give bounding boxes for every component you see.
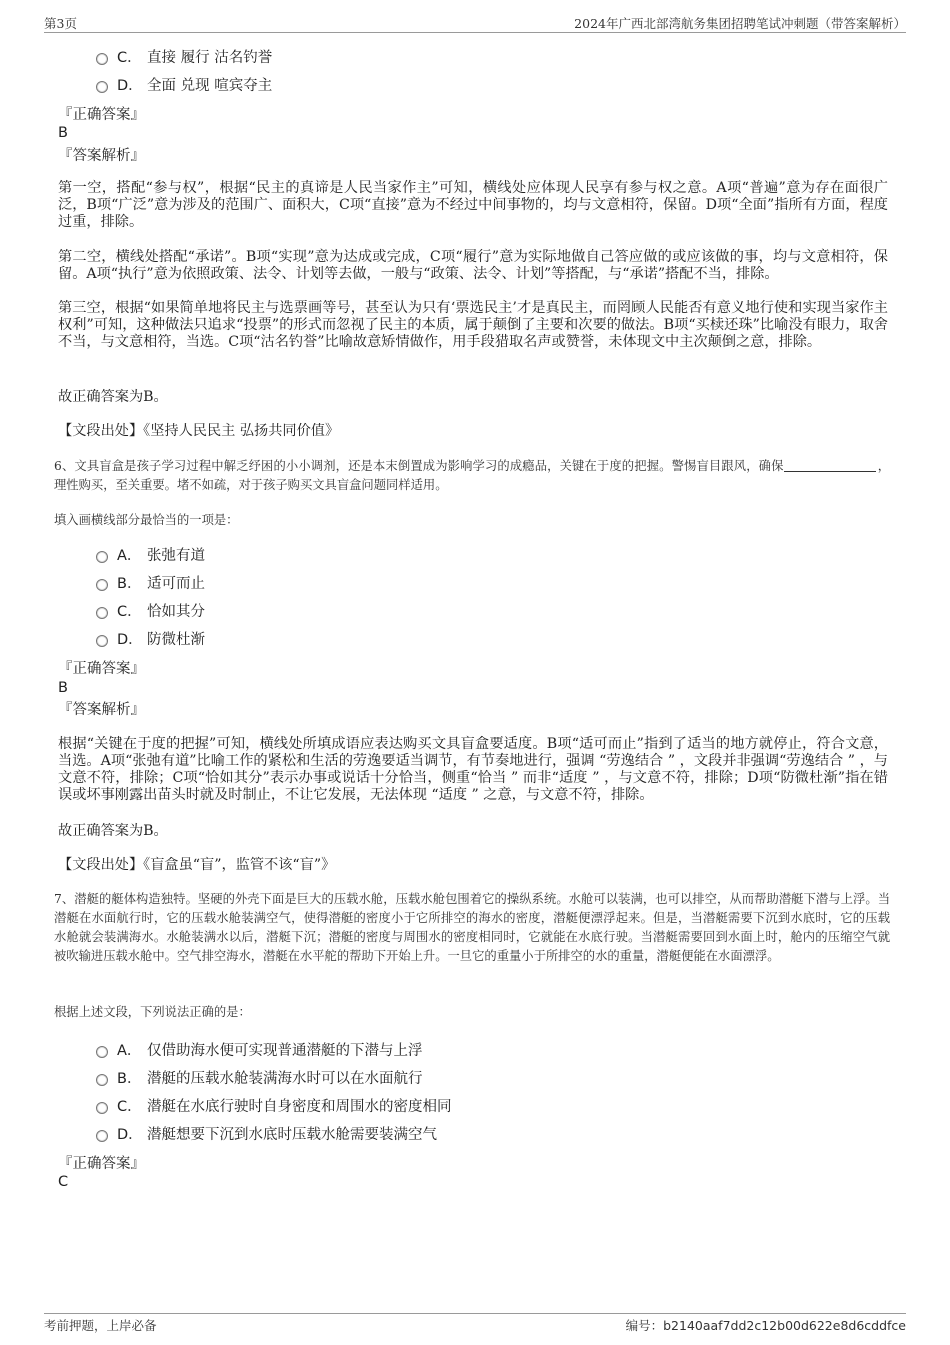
radio-button[interactable]: [96, 1130, 108, 1142]
q6-source: 【文段出处】《盲盒虽“盲”，监管不该“盲”》: [58, 857, 336, 873]
q5-answer-label: 『正确答案』: [58, 107, 145, 123]
q6-option-c[interactable]: C． 恰如其分: [96, 603, 205, 621]
radio-button[interactable]: [96, 1074, 108, 1086]
q6-option-a[interactable]: A． 张弛有道: [96, 547, 205, 565]
q6-conclusion: 故正确答案为B。: [58, 823, 168, 839]
q5-analysis-p1: 第一空，搭配“参与权”，根据“民主的真谛是人民当家作主”可知，横线处应体现人民享有参与权之意。A项“普遍”意为存在面很广泛，B项“广泛”意为涉及的范围广、面积大，C项“直接”意为不经过中间事物的，均与文意相符，保留。D项“全面”指所有方面，程度过重，排除。: [58, 180, 888, 230]
radio-button[interactable]: [96, 81, 108, 93]
radio-button[interactable]: [96, 607, 108, 619]
q6-answer-label: 『正确答案』: [58, 661, 145, 677]
q6-answer: B: [58, 680, 68, 696]
q7-prompt: 根据上述文段，下列说法正确的是：: [54, 1005, 251, 1019]
q5-source: 【文段出处】《坚持人民民主 弘扬共同价值》: [58, 423, 340, 439]
radio-button[interactable]: [96, 53, 108, 65]
page-number: 第3页: [44, 16, 77, 31]
radio-button[interactable]: [96, 551, 108, 563]
q6-option-b[interactable]: B． 适可而止: [96, 575, 205, 593]
q5-conclusion: 故正确答案为B。: [58, 389, 168, 405]
q6-stem: 6、文具盲盒是孩子学习过程中解乏纾困的小小调剂，还是本末倒置成为影响学习的成瘾品，关键在于度的把握。警惕盲目跟风，确保 ，理性购买，至关重要。堵不如疏，对于孩子购买文具盲盒问题同样适用。: [54, 459, 890, 492]
q5-option-d[interactable]: D． 全面 兑现 喧宾夺主: [96, 77, 272, 95]
q7-answer-label: 『正确答案』: [58, 1156, 145, 1172]
q7-option-c[interactable]: C． 潜艇在水底行驶时自身密度和周围水的密度相同: [96, 1098, 452, 1116]
answer-blank: [784, 459, 876, 472]
radio-button[interactable]: [96, 1046, 108, 1058]
page-footer: [44, 1313, 906, 1334]
q7-option-d[interactable]: D． 潜艇想要下沉到水底时压载水舱需要装满空气: [96, 1126, 437, 1144]
q7-answer: C: [58, 1174, 69, 1190]
q5-option-c[interactable]: C． 直接 履行 沽名钓誉: [96, 49, 272, 67]
footer-slogan: 考前押题，上岸必备: [44, 1318, 157, 1333]
radio-button[interactable]: [96, 635, 108, 647]
q5-analysis-p3: 第三空，根据“如果简单地将民主与选票画等号，甚至认为只有‘票选民主’才是真民主，而罔顾人民能否有意义地行使和实现当家作主权利”可知，这种做法只追求“投票”的形式而忽视了民主的本质，属于颠倒了主要和次要的做法。B项“买椟还珠”比喻没有眼力，取舍不当，与文意相符，当选。C项“沽名钓誉”比喻故意矫情做作，用手段猎取名声或赞誉，未体现文中主次颠倒之意，排除。: [58, 300, 888, 350]
q7-stem: 7、潜艇的艇体构造独特。坚硬的外壳下面是巨大的压载水舱，压载水舱包围着它的操纵系统。水舱可以装满，也可以排空，从而帮助潜艇下潜与上浮。当潜艇在水面航行时，它的压载水舱装满空气，使得潜艇的密度小于它所排空的海水的密度，潜艇便漂浮起来。但是，当潜艇需要下沉到水底时，它的压载水舱就会装满海水。水舱装满水以后，潜艇下沉；潜艇的密度与周围水的密度相同时，它就能在水底行驶。当潜艇需要回到水面上时，舱内的压缩空气就被吹输进压载水舱中。空气排空海水，潜艇在水平舵的帮助下开始上升。一旦它的重量小于所排空的水的重量，潜艇便能在水面漂浮。: [54, 892, 890, 963]
document-title: 2024年广西北部湾航务集团招聘笔试冲刺题（带答案解析）: [574, 16, 906, 31]
q7-option-a[interactable]: A． 仅借助海水便可实现普通潜艇的下潜与上浮: [96, 1042, 423, 1060]
q5-answer: B: [58, 125, 68, 141]
q7-option-b[interactable]: B． 潜艇的压载水舱装满海水时可以在水面航行: [96, 1070, 423, 1088]
q5-analysis-p2: 第二空，横线处搭配“承诺”。B项“实现”意为达成或完成，C项“履行”意为实际地做自己答应做的或应该做的事，均与文意相符，保留。A项“执行”意为依照政策、法令、计划等去做，一般与“政策、法令、计划”等搭配，与“承诺”搭配不当，排除。: [58, 249, 888, 282]
q5-analysis-label: 『答案解析』: [58, 148, 145, 164]
radio-button[interactable]: [96, 579, 108, 591]
footer-code: 编号：b2140aaf7dd2c12b00d622e8d6cddfce: [625, 1318, 906, 1333]
q6-analysis-label: 『答案解析』: [58, 702, 145, 718]
q6-prompt: 填入画横线部分最恰当的一项是：: [54, 513, 239, 527]
q6-analysis-p1: 根据“关键在于度的把握”可知，横线处所填成语应表达购买文具盲盒要适度。B项“适可而止”指到了适当的地方就停止，符合文意，当选。A项“张弛有道”比喻工作的紧松和生活的劳逸要适当调节，有节奏地进行，强调 “劳逸结合 ” ，文段并非强调“劳逸结合 ” ，与文意不符，排除；C项“恰如其分”表示办事或说话十分恰当，侧重“恰当 ” 而非“适度 ” ，与文意不符，排除；D项“防微杜渐”指在错误或坏事刚露出苗头时就及时制止，不让它发展，无法体现 “适度 ” 之意，与文意不符，排除。: [58, 736, 888, 803]
radio-button[interactable]: [96, 1102, 108, 1114]
q6-option-d[interactable]: D． 防微杜渐: [96, 631, 205, 649]
page-header: [44, 14, 906, 33]
